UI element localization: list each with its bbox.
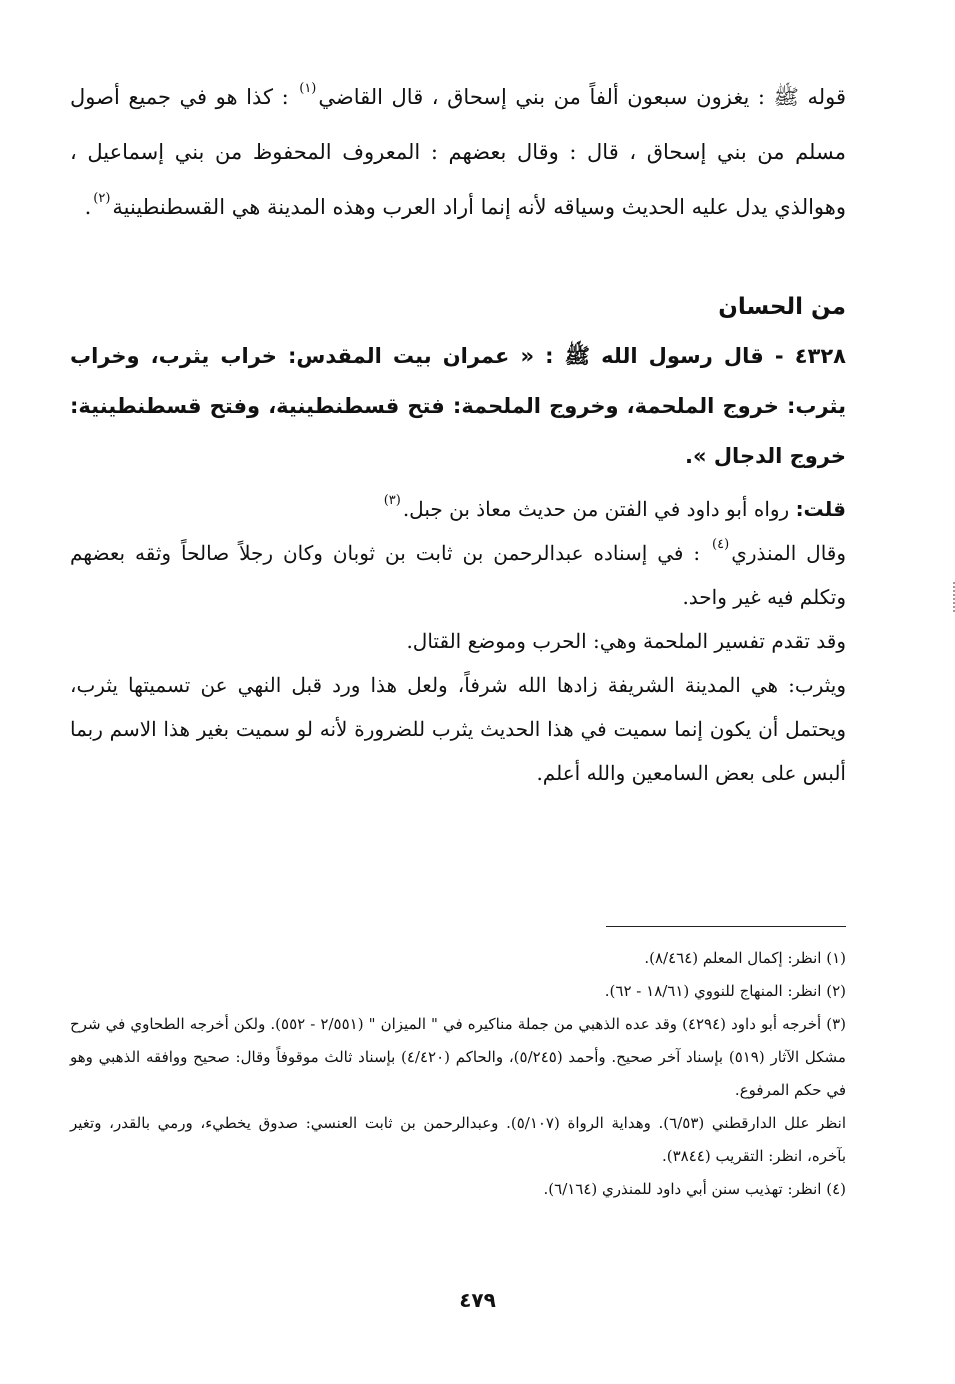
footnote-3-part-a: (٣) أخرجه أبو داود (٤٢٩٤) وقد عده الذهبي من جملة مناكيره في " الميزان " (٢/٥٥١ - ٥٥٢). ولكن أخرجه الطحاوي في شرح مشكل الآثار (٥١٩) بإسناد آخر صحيح. وأحمد (٥/٢٤٥)، والحاكم (٤/٤٢٠) بإسناد ثالث موقوفاً وقال: صحيح ووافقه الذهبي وهو في حكم المرفوع. bbox=[70, 1015, 846, 1099]
intro-text-a: قوله ﷺ : يغزون سبعون ألفاً من بني إسحاق ، قال القاضي bbox=[318, 85, 846, 109]
footnote-divider bbox=[606, 926, 846, 927]
footnote-1: (١) انظر: إكمال المعلم (٨/٤٦٤). bbox=[644, 949, 846, 967]
mundhiri-paragraph bbox=[70, 531, 846, 619]
yathrib-paragraph: ويثرب: هي المدينة الشريفة زادها الله شرفاً، ولعل هذا ورد قبل النهي عن تسميتها يثرب، ويحتمل أن يكون إنما سميت في هذا الحديث يثرب للضرورة لأنه لو سميت بغير هذا الاسم ربما ألبس على بعض السامعين والله أعلم. bbox=[70, 673, 846, 785]
qult-paragraph bbox=[70, 487, 846, 531]
footnote-3-part-b: انظر علل الدارقطني (٦/٥٣). وهداية الرواة (٥/١٠٧). وعبدالرحمن بن ثابت العنسي: صدوق يخطيء، ورمي بالقدر، وتغير بآخره، انظر: التقريب (٣٨٤٤). bbox=[70, 1114, 846, 1165]
page-body bbox=[70, 70, 846, 795]
footnote-4: (٤) انظر: تهذيب سنن أبي داود للمنذري (٦/١٦٤). bbox=[543, 1180, 846, 1198]
footnote-ref-2[interactable]: (٢) bbox=[93, 191, 111, 206]
footnote-2: (٢) انظر: المنهاج للنووي (١٨/٦١ - ٦٢). bbox=[604, 982, 846, 1000]
scan-margin-mark bbox=[947, 582, 955, 612]
intro-text-c: . bbox=[84, 195, 92, 219]
intro-text-b: : كذا هو في جميع أصول مسلم من بني إسحاق ، قال : وقال بعضهم : المعروف المحفوظ من بني إسماعيل ، وهوالذي يدل عليه الحديث وسياقه لأنه إنما أراد العرب وهذه المدينة هي القسطنطينية bbox=[70, 85, 846, 219]
hadith-paragraph bbox=[70, 331, 846, 481]
footnote-3 bbox=[70, 1008, 846, 1173]
footnote-ref-1[interactable]: (١) bbox=[299, 81, 317, 96]
mundhiri-text-b: : في إسناده عبدالرحمن بن ثابت بن ثوبان وكان رجلاً صالحاً وثقه بعضهم وتكلم فيه غير واحد. bbox=[70, 541, 846, 609]
footnote-ref-4[interactable]: (٤) bbox=[712, 537, 730, 552]
hadith-text: - قال رسول الله ﷺ : « عمران بيت المقدس: خراب يثرب، وخراب يثرب: خروج الملحمة، وخروج الملحمة: فتح قسطنطينية، وفتح قسطنطينية: خروج الدجال ». bbox=[70, 344, 846, 468]
intro-paragraph bbox=[70, 70, 846, 235]
footnotes-section bbox=[70, 942, 846, 1206]
qult-label: قلت: bbox=[795, 497, 846, 521]
page-number: ٤٧٩ bbox=[459, 1288, 496, 1312]
qult-text: رواه أبو داود في الفتن من حديث معاذ بن جبل. bbox=[402, 497, 790, 521]
malhama-paragraph: وقد تقدم تفسير الملحمة وهي: الحرب وموضع القتال. bbox=[406, 629, 846, 653]
footnote-ref-3[interactable]: (٣) bbox=[383, 493, 401, 508]
mundhiri-text-a: وقال المنذري bbox=[731, 541, 847, 565]
hadith-number: ٤٣٢٨ bbox=[794, 344, 847, 368]
section-heading: من الحسان bbox=[718, 294, 846, 320]
